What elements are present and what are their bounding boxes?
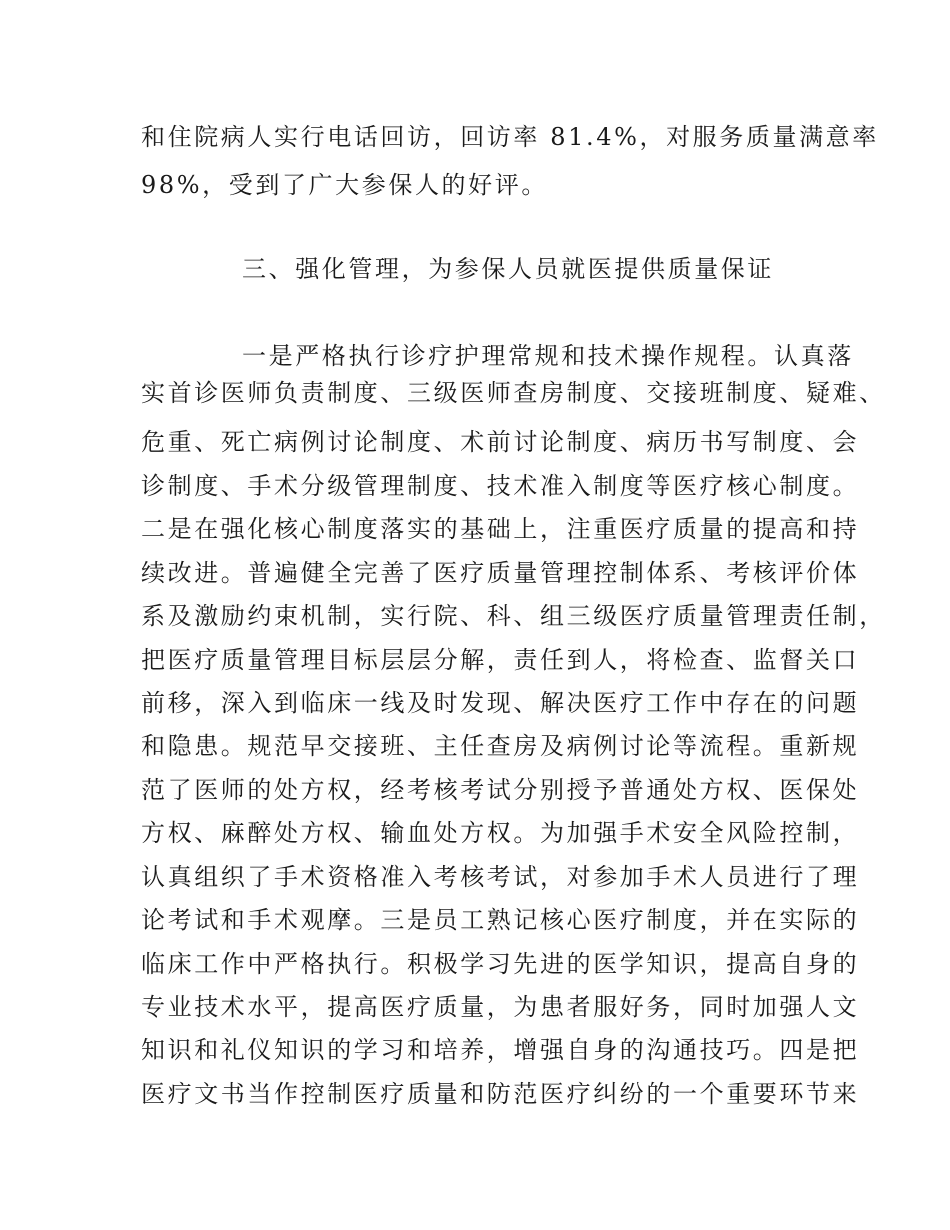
paragraph-line: 二是在强化核心制度落实的基础上，注重医疗质量的提高和持 <box>141 515 860 543</box>
paragraph-line: 方权、麻醉处方权、输血处方权。为加强手术安全风险控制， <box>141 819 860 847</box>
paragraph-line: 和住院病人实行电话回访，回访率 81.4%，对服务质量满意率 <box>141 123 879 151</box>
paragraph-line: 认真组织了手术资格准入考核考试，对参加手术人员进行了理 <box>141 863 860 891</box>
paragraph-line: 98%，受到了广大参保人的好评。 <box>141 171 548 199</box>
paragraph-line: 危重、死亡病例讨论制度、术前讨论制度、病历书写制度、会 <box>141 428 860 456</box>
paragraph-line: 知识和礼仪知识的学习和培养，增强自身的沟通技巧。四是把 <box>141 1036 860 1064</box>
paragraph-line: 一是严格执行诊疗护理常规和技术操作规程。认真落 <box>242 342 854 370</box>
paragraph-line: 和隐患。规范早交接班、主任查房及病例讨论等流程。重新规 <box>141 732 860 760</box>
paragraph-line: 诊制度、手术分级管理制度、技术准入制度等医疗核心制度。 <box>141 472 860 500</box>
paragraph-line: 实首诊医师负责制度、三级医师查房制度、交接班制度、疑难、 <box>141 379 886 407</box>
paragraph-line: 系及激励约束机制，实行院、科、组三级医疗质量管理责任制， <box>141 602 886 630</box>
paragraph-line: 把医疗质量管理目标层层分解，责任到人，将检查、监督关口 <box>141 646 860 674</box>
paragraph-line: 医疗文书当作控制医疗质量和防范医疗纠纷的一个重要环节来 <box>141 1080 860 1108</box>
paragraph-line: 续改进。普遍健全完善了医疗质量管理控制体系、考核评价体 <box>141 559 860 587</box>
paragraph-line: 范了医师的处方权，经考核考试分别授予普通处方权、医保处 <box>141 776 860 804</box>
paragraph-line: 专业技术水平，提高医疗质量，为患者服好务，同时加强人文 <box>141 993 860 1021</box>
section-heading: 三、强化管理，为参保人员就医提供质量保证 <box>242 255 774 283</box>
paragraph-line: 临床工作中严格执行。积极学习先进的医学知识，提高自身的 <box>141 950 860 978</box>
paragraph-line: 论考试和手术观摩。三是员工熟记核心医疗制度，并在实际的 <box>141 906 860 934</box>
paragraph-line: 前移，深入到临床一线及时发现、解决医疗工作中存在的问题 <box>141 689 860 717</box>
